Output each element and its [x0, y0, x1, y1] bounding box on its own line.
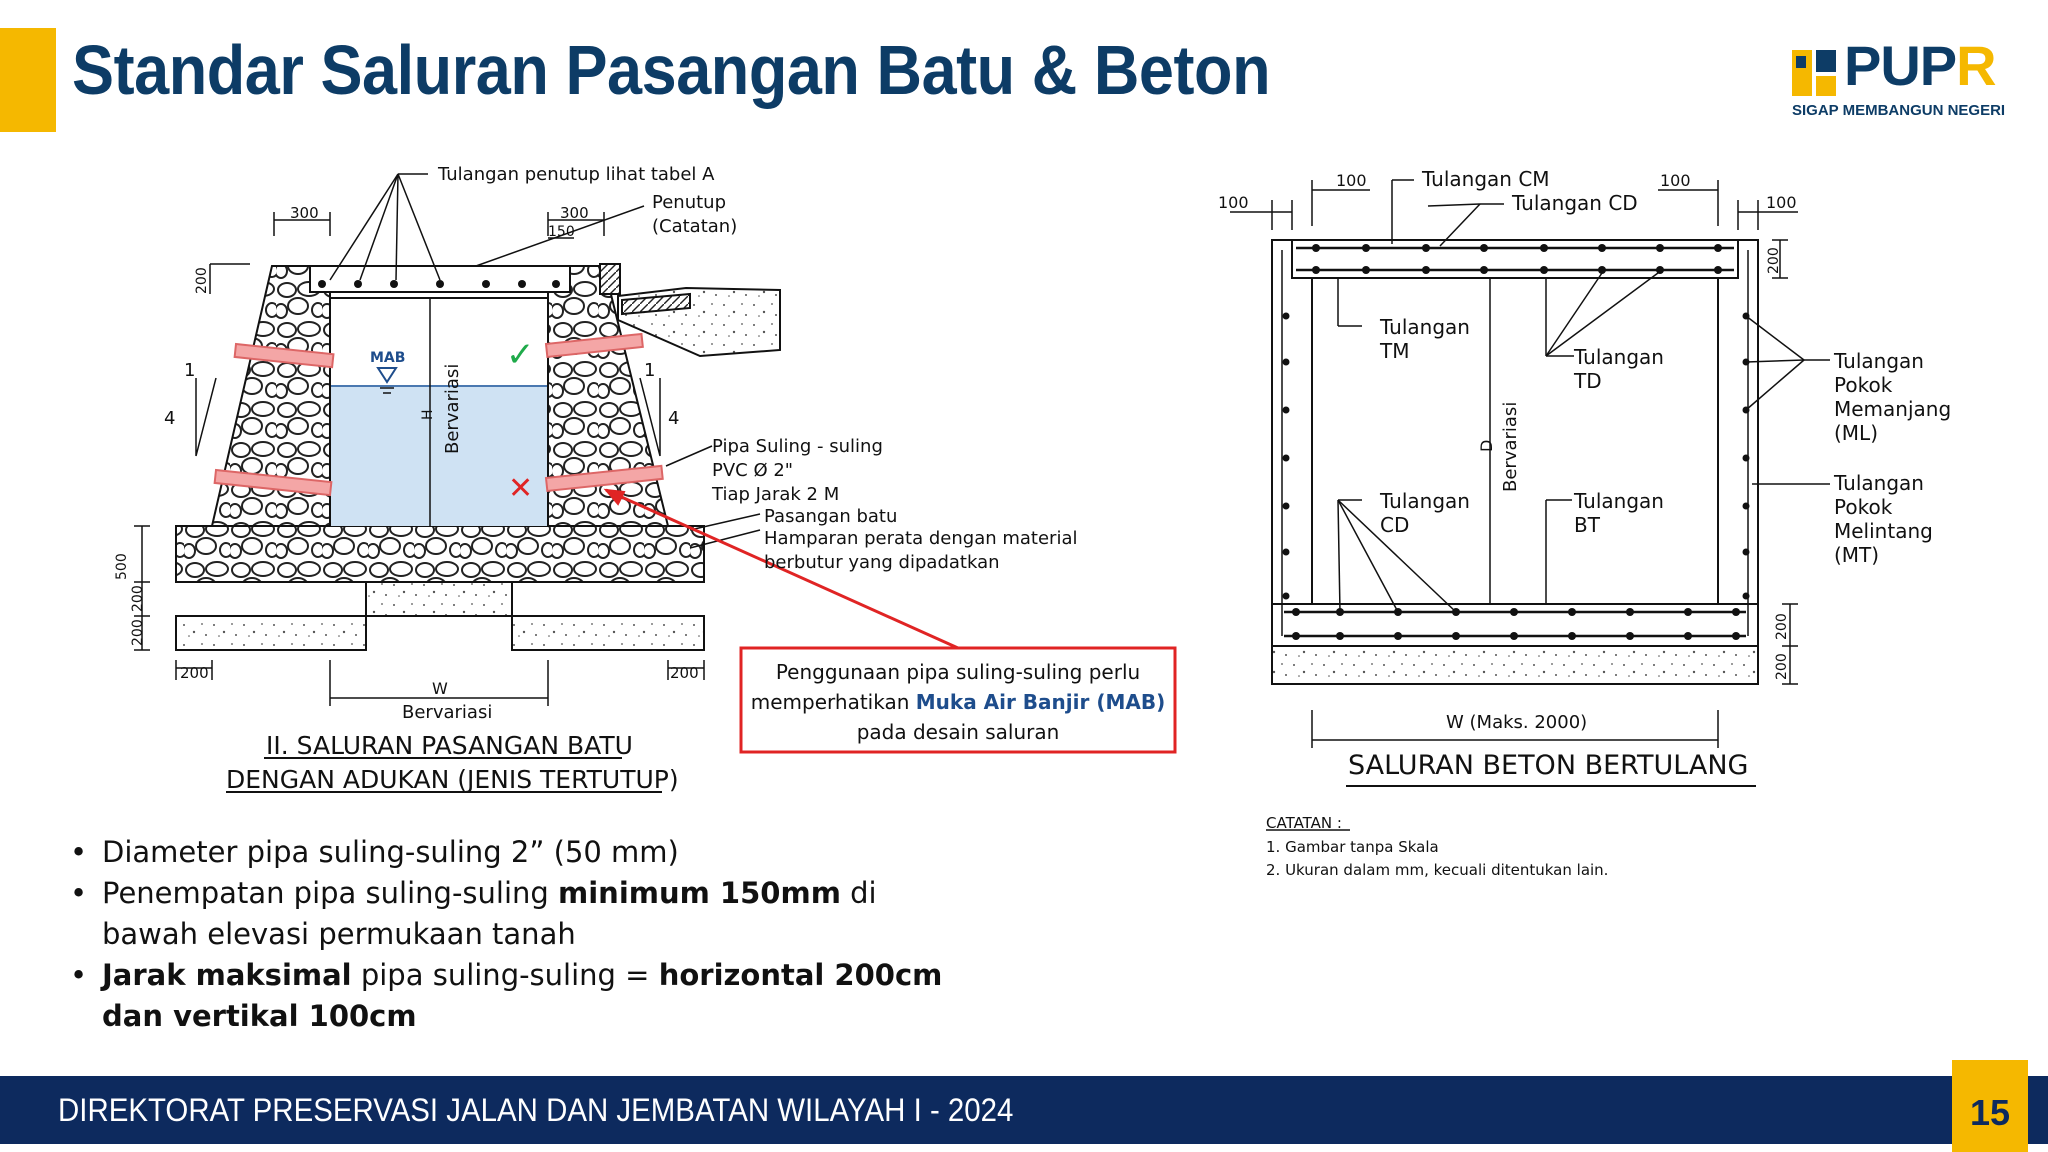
slope-4-right: 4	[668, 408, 680, 429]
label-bervariasi-right: Bervariasi	[1500, 401, 1521, 492]
dim-200-top: 200	[194, 267, 210, 294]
slope-4-left: 4	[164, 408, 176, 429]
dim-100-4: 100	[1766, 193, 1797, 212]
bedding-center	[366, 582, 512, 616]
bedding-right	[512, 616, 704, 650]
dim-200-right-2: 200	[1774, 653, 1790, 680]
label-pipa-1: Pipa Suling - suling	[712, 436, 883, 457]
label-h: H	[420, 409, 436, 420]
label-d: D	[1477, 439, 1496, 452]
label-cd-bottom-1: Tulangan	[1380, 489, 1470, 513]
label-pokok-mt-4: (MT)	[1834, 543, 1880, 567]
check-icon: ✓	[506, 335, 535, 375]
label-tulangan-tm-1: Tulangan	[1380, 315, 1470, 339]
label-pokok-ml-4: (ML)	[1834, 421, 1879, 445]
label-pokok-mt-2: Pokok	[1834, 495, 1893, 519]
label-tulangan-td-1: Tulangan	[1574, 345, 1664, 369]
caption-left-line1: II. SALURAN PASANGAN BATU	[266, 731, 633, 760]
label-hamparan-2: berbutur yang dipadatkan	[764, 552, 1000, 573]
dim-100-3: 100	[1660, 171, 1691, 190]
dim-150: 150	[548, 224, 575, 240]
label-penutup: Penutup	[652, 192, 726, 213]
slide-title: Standar Saluran Pasangan Batu & Beton	[72, 31, 1271, 109]
page-number-badge	[1952, 1060, 2028, 1152]
dim-200-bottom-left: 200	[180, 664, 209, 682]
label-tulangan-cm: Tulangan CM	[1422, 167, 1550, 191]
cross-icon: ✕	[508, 471, 534, 506]
label-tulangan-penutup: Tulangan penutup lihat tabel A	[438, 164, 715, 185]
label-tulangan-td-2: TD	[1574, 369, 1602, 393]
note-line1: Penggunaan pipa suling-suling perlu	[775, 660, 1141, 684]
page-number: 15	[1969, 1092, 2011, 1133]
dim-200-right-top: 200	[1766, 247, 1782, 274]
notes-item-2: 2. Ukuran dalam mm, kecuali ditentukan lain.	[1266, 861, 1609, 879]
label-pokok-ml-1: Tulangan	[1834, 349, 1924, 373]
bedding-beton	[1272, 646, 1758, 684]
label-pokok-ml-3: Memanjang	[1834, 397, 1952, 421]
label-w: W	[432, 679, 448, 698]
label-mab: MAB	[370, 350, 406, 366]
label-bervariasi-vertical: Bervariasi	[442, 363, 463, 454]
label-pokok-mt-1: Tulangan	[1834, 471, 1924, 495]
slope-1-right: 1	[644, 360, 656, 381]
footer-text: DIREKTORAT PRESERVASI JALAN DAN JEMBATAN WILAYAH I - 2024	[58, 1092, 1014, 1128]
label-pipa-2: PVC Ø 2"	[712, 460, 794, 481]
mab-note-box	[741, 648, 1175, 752]
label-w-maks: W (Maks. 2000)	[1446, 712, 1588, 733]
label-bt-1: Tulangan	[1574, 489, 1664, 513]
label-bt-2: BT	[1574, 513, 1600, 537]
label-pasangan-batu: Pasangan batu	[764, 506, 898, 527]
label-pokok-ml-2: Pokok	[1834, 373, 1893, 397]
bullet-list	[70, 832, 970, 1037]
note-line2: memperhatikan Muka Air Banjir (MAB)	[750, 690, 1166, 714]
bullet-item-3: • Jarak maksimal pipa suling-suling = horizontal 200cm dan vertikal 100cm	[70, 958, 943, 1033]
dim-200-right-1: 200	[1774, 613, 1790, 640]
pupr-tagline: SIGAP MEMBANGUN NEGERI	[1792, 102, 2006, 119]
slope-1-left: 1	[184, 360, 196, 381]
dim-300-right: 300	[560, 204, 589, 222]
dim-300-left: 300	[290, 204, 319, 222]
dim-100-2: 100	[1336, 171, 1367, 190]
dim-200-a: 200	[130, 585, 146, 612]
footer-bar	[0, 1076, 2048, 1144]
notes-heading: CATATAN :	[1266, 814, 1342, 832]
bullet-item-1: • Diameter pipa suling-suling 2” (50 mm)	[70, 835, 679, 869]
dim-500: 500	[114, 553, 130, 580]
label-pipa-3: Tiap Jarak 2 M	[712, 484, 840, 505]
note-line3: pada desain saluran	[856, 720, 1060, 744]
label-bervariasi-horizontal: Bervariasi	[402, 702, 493, 723]
dim-100-1: 100	[1218, 193, 1249, 212]
pupr-wordmark: PUPR	[1844, 34, 1996, 97]
bedding-left	[176, 616, 366, 650]
dim-200-b: 200	[130, 619, 146, 646]
label-catatan: (Catatan)	[652, 216, 738, 237]
label-pokok-mt-3: Melintang	[1834, 519, 1933, 543]
caption-left-line2: DENGAN ADUKAN (JENIS TERTUTUP)	[226, 765, 679, 794]
dim-200-bottom-right: 200	[670, 664, 699, 682]
label-tulangan-cd-top: Tulangan CD	[1512, 191, 1638, 215]
label-tulangan-tm-2: TM	[1380, 339, 1410, 363]
label-hamparan-1: Hamparan perata dengan material	[764, 528, 1078, 549]
bullet-item-2: • Penempatan pipa suling-suling minimum 150mm di bawah elevasi permukaan tanah	[70, 876, 877, 951]
caption-right: SALURAN BETON BERTULANG	[1348, 750, 1749, 781]
notes-item-1: 1. Gambar tanpa Skala	[1266, 838, 1439, 856]
label-cd-bottom-2: CD	[1380, 513, 1410, 537]
